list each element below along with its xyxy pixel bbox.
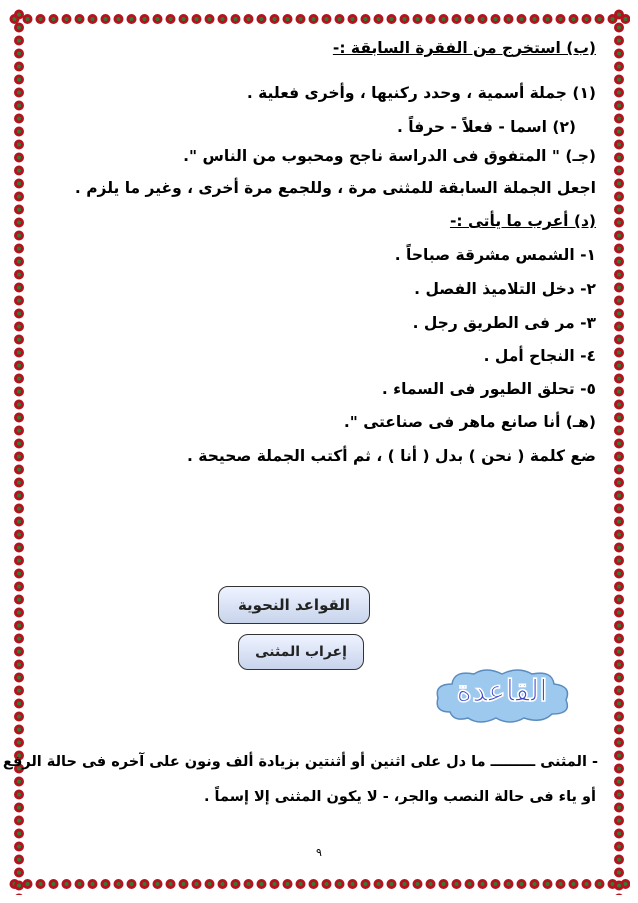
grammar-rules-box: القواعد النحوية: [218, 586, 370, 624]
question-d-title: (د) أعرب ما يأتى :-: [449, 212, 596, 230]
page-content: [2, 34, 606, 869]
question-d-item-1: ١- الشمس مشرقة صباحاً .: [394, 246, 596, 264]
question-j-sentence: (جـ) " المتفوق فى الدراسة ناجح ومحبوب من الناس ".: [183, 147, 596, 165]
decorative-border-top: [8, 8, 630, 30]
decorative-border-right: [608, 8, 630, 895]
rule-cloud-label: القاعدة: [456, 674, 548, 709]
question-b-item-2: (٢) اسما - فعلاً - حرفاً .: [397, 118, 576, 136]
question-h-instruction: ضع كلمة ( نحن ) بدل ( أنا ) ، ثم أكتب الجملة صحيحة .: [187, 447, 596, 465]
question-d-item-5: ٥- تحلق الطيور فى السماء .: [381, 380, 596, 398]
question-j-instruction: اجعل الجملة السابقة للمثنى مرة ، وللجمع مرة أخرى ، وغير ما يلزم .: [74, 179, 596, 197]
question-b-title: (ب) استخرج من الفقرة السابقة :-: [332, 39, 596, 57]
question-d-item-4: ٤- النجاح أمل .: [483, 347, 596, 365]
question-d-item-2: ٢- دخل التلاميذ الفصل .: [414, 280, 596, 298]
rule-line-1: - المثنى ـــــــــ ما دل على اثنين أو أثنتين بزيادة ألف ونون على آخره فى حالة الرفع: [2, 754, 598, 770]
question-d-item-3: ٣- مر فى الطريق رجل .: [412, 314, 596, 332]
page-number: ٩: [316, 846, 322, 859]
rule-line-2: أو ياء فى حالة النصب والجر، - لا يكون المثنى إلا إسماً .: [203, 789, 596, 805]
question-h-sentence: (هـ) أنا صانع ماهر فى صناعتى ".: [343, 413, 596, 431]
decorative-border-bottom: [8, 873, 630, 895]
rule-cloud: [430, 666, 574, 726]
question-b-item-1: (١) جملة أسمية ، وحدد ركنيها ، وأخرى فعلية .: [246, 84, 596, 102]
dual-parsing-box: إعراب المثنى: [238, 634, 364, 670]
